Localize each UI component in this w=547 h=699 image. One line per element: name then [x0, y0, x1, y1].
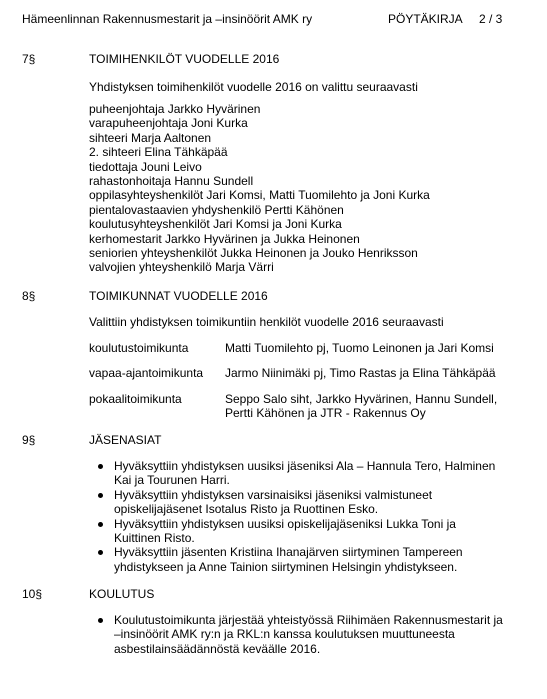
section-number: 7§: [22, 52, 36, 66]
committee-members: [225, 392, 497, 421]
bullet-list: [96, 459, 495, 574]
header-page-number: 2 / 3: [479, 12, 503, 26]
officer-list: [89, 102, 430, 275]
officer-item: rahastonhoitaja Hannu Sundell: [89, 173, 254, 188]
bullet-line: Koulutustoimikunta järjestää yhteistyössä Riihimäen Rakennusmestarit ja: [114, 613, 503, 627]
bullet-line: Kai ja Tourunen Harri.: [114, 473, 230, 488]
committee-name: koulutustoimikunta: [89, 341, 189, 355]
bullet-item: [96, 459, 495, 488]
committee-name: pokaalitoimikunta: [89, 392, 182, 406]
committee-members-line: Pertti Kähönen ja JTR - Rakennus Oy: [225, 406, 426, 421]
committee-members-line: Seppo Salo siht, Jarkko Hyvärinen, Hannu Sundell,: [225, 392, 498, 406]
officer-item: varapuheenjohtaja Joni Kurka: [89, 116, 248, 131]
committee-members: Jarmo Niinimäki pj, Timo Rastas ja Elina Tähkäpää: [225, 366, 496, 380]
section-number: 9§: [22, 433, 36, 447]
bullet-item: [96, 545, 495, 574]
bullet-line: yhdistykseen ja Anne Tainion siirtyminen Helsingin yhdistykseen.: [114, 559, 458, 574]
officer-item: sihteeri Marja Aaltonen: [89, 130, 212, 145]
officer-item: 2. sihteeri Elina Tähkäpää: [89, 145, 228, 160]
section-intro: Yhdistyksen toimihenkilöt vuodelle 2016 on valittu seuraavasti: [89, 80, 418, 94]
bullet-list: [96, 613, 503, 656]
bullet-line: –insinöörit AMK ry:n ja RKL:n kanssa koulutuksen muuttuneesta: [114, 627, 455, 642]
bullet-line: Hyväksyttiin yhdistyksen uusiksi opiskelijajäseniksi Lukka Toni ja: [114, 516, 456, 531]
section-title: TOIMIKUNNAT VUODELLE 2016: [89, 289, 268, 303]
committee-members: Matti Tuomilehto pj, Tuomo Leinonen ja Jari Komsi: [225, 341, 494, 355]
header-org: Hämeenlinnan Rakennusmestarit ja –insinöörit AMK ry: [22, 12, 313, 26]
bullet-line: Hyväksyttiin jäsenten Kristiina Ihanajärven siirtyminen Tampereen: [114, 545, 463, 560]
section-intro: Valittiin yhdistyksen toimikuntiin henkilöt vuodelle 2016 seuraavasti: [89, 315, 444, 329]
bullet-line: Hyväksyttiin yhdistyksen varsinaisiksi jäseniksi valmistuneet: [114, 487, 433, 502]
section-title: TOIMIHENKILÖT VUODELLE 2016: [89, 52, 280, 66]
section-number: 8§: [22, 289, 36, 303]
bullet-line: Hyväksyttiin yhdistyksen uusiksi jäseniksi Ala – Hannula Tero, Halminen: [114, 459, 496, 473]
bullet-item: [96, 517, 495, 546]
section-title: JÄSENASIAT: [89, 433, 162, 447]
section-title: KOULUTUS: [89, 587, 155, 601]
bullet-line: opiskelijajäsenet Isotalus Risto ja Ruottinen Esko.: [114, 502, 379, 517]
officer-item: kerhomestarit Jarkko Hyvärinen ja Jukka Heinonen: [89, 231, 360, 246]
bullet-item: [96, 613, 503, 656]
officer-item: valvojien yhteyshenkilö Marja Värri: [89, 260, 274, 275]
officer-item: pientalovastaavien yhdyshenkilö Pertti Kähönen: [89, 202, 344, 217]
committee-name: vapaa-ajantoimikunta: [89, 366, 204, 380]
bullet-line: asbestilainsäädännöstä keväälle 2016.: [114, 641, 321, 656]
bullet-line: Kuittinen Risto.: [114, 530, 195, 545]
bullet-item: [96, 488, 495, 517]
officer-item: tiedottaja Jouni Leivo: [89, 159, 202, 174]
officer-item: koulutusyhteyshenkilöt Jari Komsi ja Joni Kurka: [89, 217, 342, 232]
officer-item: oppilasyhteyshenkilöt Jari Komsi, Matti Tuomilehto ja Joni Kurka: [89, 188, 430, 203]
officer-item: seniorien yhteyshenkilöt Jukka Heinonen ja Jouko Henriksson: [89, 245, 418, 260]
header-doc-type: PÖYTÄKIRJA: [388, 12, 463, 26]
officer-item: puheenjohtaja Jarkko Hyvärinen: [89, 102, 261, 116]
section-number: 10§: [22, 587, 43, 601]
